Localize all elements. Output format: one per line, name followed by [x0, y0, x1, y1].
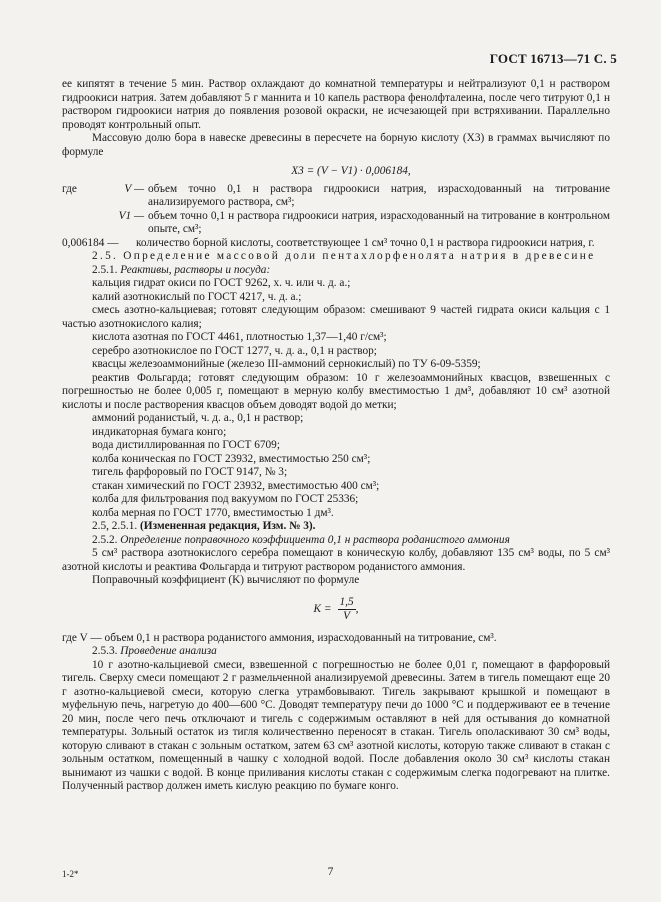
section-2-5-heading: 2.5. Определение массовой доли пентахлорфенолята натрия в древесине	[92, 250, 596, 262]
paragraph-k-intro: Поправочный коэффициент (K) вычисляют по формуле	[92, 574, 360, 586]
definition-text: объем точно 0,1 н раствора гидроокиси натрия, израсходованный на титрование анализируемого раствора, см³;	[148, 182, 610, 208]
reagent-item: аммоний роданистый, ч. д. а., 0,1 н раствор;	[92, 412, 304, 424]
reagent-item: кальция гидрат окиси по ГОСТ 9262, х. ч. или ч. д. а.;	[92, 277, 351, 289]
paragraph-analysis: 10 г азотно-кальциевой смеси, взвешенной с погрешностью не более 0,01 г, помещают в фарфоровый тигель. Сверху смеси помещают 2 г размельченной анализируемой древесины. Затем в тигель помещают еще 20 г азотно-кальциевой смеси, которую слегка утрамбовывают. Тигель закрывают крышкой и помещают в муфельную печь, нагретую до 400—600 °С. Доводят температуру печи до 1000 °С и поддерживают ее в течение 20 мин, после чего печь отключают и тигель с содержимым оставляют в ней для остывания до комнатной температуры. Зольный остаток из тигля количественно переносят в стакан. Тигель ополаскивают 30 см³ воды, которую сливают в стакан с зольным остатком, затем 63 см³ азотной кислоты, которую также сливают в стакан с зольным остатком, помещенный в чашку с холодной водой. После добавления около 30 см³ кислоты стакан вынимают из чашки с водой. В конце приливания кислоты стакан с содержимым слегка подогревают на плитке. Полученный раствор должен иметь кислую реакцию по бумаге конго.	[62, 658, 610, 792]
reagent-item: колба для фильтрования под вакуумом по ГОСТ 25336;	[92, 493, 359, 505]
amendment-text: (Измененная редакция, Изм. № 3).	[140, 520, 316, 532]
reagent-item: смесь азотно-кальциевая; готовят следующим образом: смешивают 9 частей гидрата окиси кальция с 1 частью азотнокислого калия;	[62, 304, 610, 330]
paragraph-boron-intro: Массовую долю бора в навеске древесины в пересчете на борную кислоту (X3) в граммах вычисляют по формуле	[62, 132, 610, 158]
definition-text: объем точно 0,1 н раствора гидроокиси натрия, израсходованный на титрование в контрольном опыте, см³;	[148, 209, 610, 235]
page-body	[62, 78, 610, 794]
where-label: где	[62, 182, 77, 195]
reagent-item: серебро азотнокислое по ГОСТ 1277, ч. д. а., 0,1 н раствор;	[92, 344, 377, 357]
paragraph-boil: ее кипятят в течение 5 мин. Раствор охлаждают до комнатной температуры и нейтрализуют 0,1 н раствором гидроокиси натрия. Затем добавляют 5 г маннита и 10 капель раствора фенолфталеина, после чего титруют 0,1 н раствором гидроокиси натрия до появления розовой окраски, не исчезающей при встряхивании. Параллельно проводят контрольный опыт.	[62, 78, 610, 131]
page-number: 7	[327, 866, 334, 878]
paragraph-silver-titration: 5 см³ раствора азотнокислого серебра помещают в коническую колбу, добавляют 135 см³ воды, по 5 см³ азотной кислоты и реактива Фольгарда и титруют раствором роданистого аммония.	[62, 547, 610, 573]
running-header: ГОСТ 16713—71 С. 5	[489, 51, 617, 66]
fraction-numerator: 1,5	[338, 596, 356, 611]
section-title: Определение поправочного коэффициента 0,1 н раствора роданистого аммония	[120, 533, 510, 546]
definition-v1	[62, 210, 610, 237]
formula-k-tail: ,	[355, 602, 359, 615]
reagent-item: вода дистиллированная по ГОСТ 6709;	[92, 439, 280, 451]
reagent-item: тигель фарфоровый по ГОСТ 9147, № 3;	[92, 466, 288, 478]
definition-constant	[62, 237, 610, 251]
section-number: 2.5.3.	[92, 645, 118, 657]
section-2-5-3-heading	[62, 645, 610, 659]
reagent-item: стакан химический по ГОСТ 23932, вместимостью 400 см³;	[92, 479, 380, 492]
formula-k-lhs: K =	[313, 602, 332, 615]
reagent-item: квасцы железоаммонийные (железо III-аммоний сернокислый) по ТУ 6-09-5359;	[92, 358, 481, 370]
reagent-item: реактив Фольгарда; готовят следующим образом: 10 г железоаммонийных квасцов, взвешенных с погрешностью не более 0,005 г, помещают в мерную колбу вместимостью 1 дм³, добавляют 10 см³ азотной кислоты и после растворения квасцов объем доводят водой до метки;	[62, 371, 610, 411]
fraction	[338, 596, 356, 624]
reagent-item: индикаторная бумага конго;	[92, 425, 227, 438]
reagent-item: кислота азотная по ГОСТ 4461, плотностью 1,37—1,40 г/см³;	[92, 331, 387, 343]
section-2-5-1-heading	[62, 264, 610, 278]
reagent-item: калий азотнокислый по ГОСТ 4217, ч. д. а.;	[92, 290, 302, 303]
paragraph-k-definition: где V — объем 0,1 н раствора роданистого аммония, израсходованный на титрование, см³.	[62, 631, 497, 644]
amendment-number: 2.5, 2.5.1.	[92, 520, 138, 532]
reagent-item: колба мерная по ГОСТ 1770, вместимостью 1 дм³.	[92, 506, 334, 519]
footer-mark: 1-2*	[62, 869, 79, 879]
reagent-list	[62, 277, 610, 520]
section-number: 2.5.2.	[92, 533, 118, 546]
fraction-denominator: V	[343, 610, 351, 622]
definition-symbol: V1 —	[118, 209, 144, 222]
definition-v	[62, 183, 610, 210]
reagent-item: колба коническая по ГОСТ 23932, вместимостью 250 см³;	[92, 452, 371, 465]
definition-text: количество борной кислоты, соответствующее 1 см³ точно 0,1 н раствора гидроокиси натрия, г.	[136, 236, 595, 249]
formula-k	[62, 596, 610, 624]
section-title: Проведение анализа	[120, 645, 217, 657]
section-number: 2.5.1.	[92, 263, 118, 276]
amendment-note	[62, 520, 610, 534]
definition-symbol: V —	[124, 182, 144, 195]
definition-symbol: 0,006184 —	[62, 236, 119, 249]
section-title: Реактивы, растворы и посуда:	[120, 263, 271, 276]
section-2-5-2-heading	[62, 534, 610, 548]
formula-x3: X3 = (V − V1) · 0,006184,	[291, 165, 411, 177]
